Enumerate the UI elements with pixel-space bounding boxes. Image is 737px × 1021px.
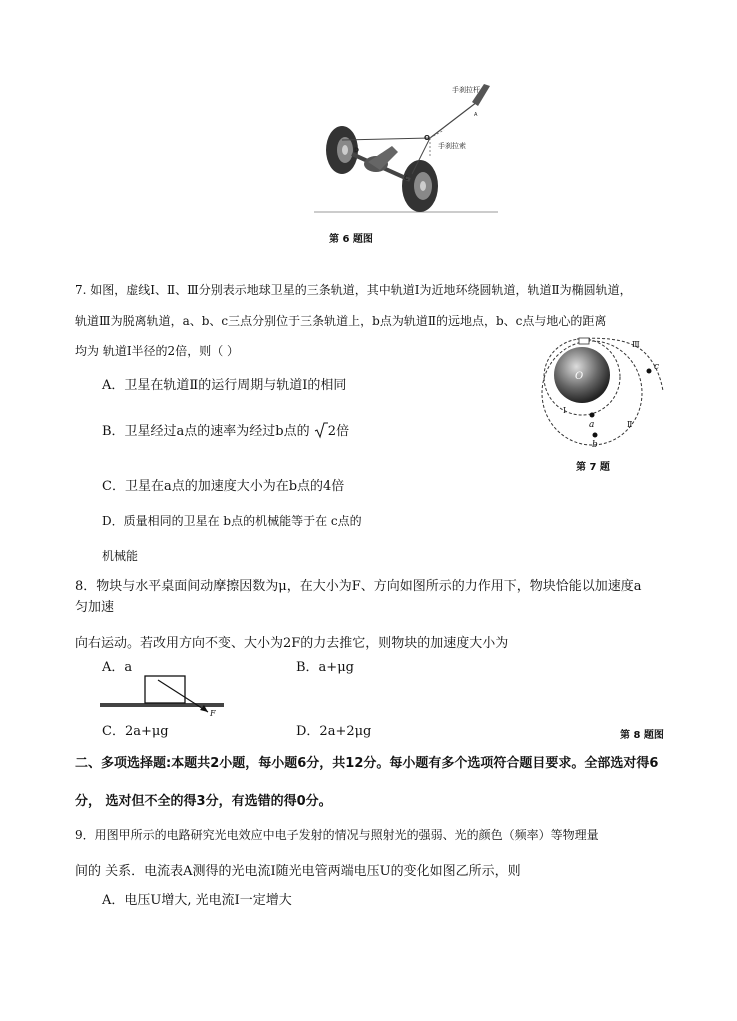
- q7-option-c: C．卫星在a点的加速度大小为在b点的4倍: [102, 479, 345, 494]
- figure-8-block-diagram: [98, 672, 228, 718]
- q8-line2: 向右运动。若改用方向不变、大小为2F的力去推它，则物块的加速度大小为: [75, 636, 509, 651]
- section2-heading-line1: 二、多项选择题:本题共2小题，每小题6分，共12分。每小题有多个选项符合题目要求。全部选对得6: [75, 756, 659, 771]
- label-orbit-2: Ⅱ: [627, 420, 633, 429]
- section2-heading-line2: 分， 选对但不全的得3分，有选错的得0分。: [75, 794, 332, 809]
- label-d: D: [354, 147, 359, 154]
- sqrt-value: 2: [327, 424, 337, 439]
- q9-line2: 间的 关系．电流表A测得的光电流I随光电管两端电压U的变化如图乙所示，则: [75, 864, 521, 879]
- label-c: C: [404, 175, 409, 182]
- point-c: c: [654, 362, 660, 372]
- q7-line1: 7. 如图，虚线Ⅰ、Ⅱ、Ⅲ分别表示地球卫星的三条轨道，其中轨道Ⅰ为近地环绕圆轨道，轨道Ⅱ为椭圆轨道，: [75, 283, 632, 297]
- point-b: b: [592, 440, 598, 450]
- label-cable: 手刹拉索: [438, 142, 466, 150]
- q7-option-d: D．质量相同的卫星在 b点的机械能等于在 c点的: [102, 514, 362, 528]
- figure-8-caption: 第 8 题图: [620, 730, 664, 741]
- figure-6-caption: 第 6 题图: [329, 234, 373, 245]
- q7-line3: 均为 轨道Ⅰ半径的2倍，则（ ）: [75, 344, 240, 358]
- label-orbit-3: Ⅲ: [632, 340, 640, 349]
- point-a: a: [589, 420, 595, 430]
- figure-7-orbit-diagram: [537, 335, 667, 450]
- label-o: O: [424, 134, 430, 142]
- sqrt-symbol: [314, 421, 328, 439]
- q7-option-b: B．卫星经过a点的速率为经过b点的 2倍: [102, 420, 349, 439]
- q7-option-d-cont: 机械能: [102, 549, 139, 563]
- q7-line2: 轨道Ⅲ为脱离轨道，a、b、c三点分别位于三条轨道上，b点为轨道Ⅱ的远地点，b、c点与地心的距离: [75, 314, 607, 328]
- q8-option-b: B．a+μg: [296, 660, 354, 675]
- center-label: O: [575, 371, 584, 382]
- label-orbit-1: Ⅰ: [563, 406, 567, 415]
- q8-line1: 8．物块与水平桌面间动摩擦因数为μ，在大小为F、方向如图所示的力作用下，物块恰能以加速度a: [75, 579, 642, 594]
- label-a: A: [474, 112, 478, 118]
- label-handle: 手刹拉杆: [452, 86, 480, 94]
- q9-option-a: A．电压U增大, 光电流I一定增大: [102, 893, 292, 908]
- q9-line1: 9．用图甲所示的电路研究光电效应中电子发射的情况与照射光的强弱、光的颜色（频率）等物理量: [75, 828, 599, 842]
- q7-option-a: A．卫星在轨道Ⅱ的运行周期与轨道Ⅰ的相同: [102, 378, 347, 393]
- q8-line1b: 匀加速: [75, 600, 115, 615]
- force-label: F: [210, 709, 216, 718]
- q8-option-a: A．a: [102, 660, 133, 675]
- figure-6-handbrake-diagram: [312, 76, 500, 216]
- block: [145, 676, 185, 703]
- q8-option-d: D．2a+2μg: [296, 724, 372, 739]
- figure-7-caption: 第 7 题: [576, 462, 610, 473]
- q8-option-c: C．2a+μg: [102, 724, 169, 739]
